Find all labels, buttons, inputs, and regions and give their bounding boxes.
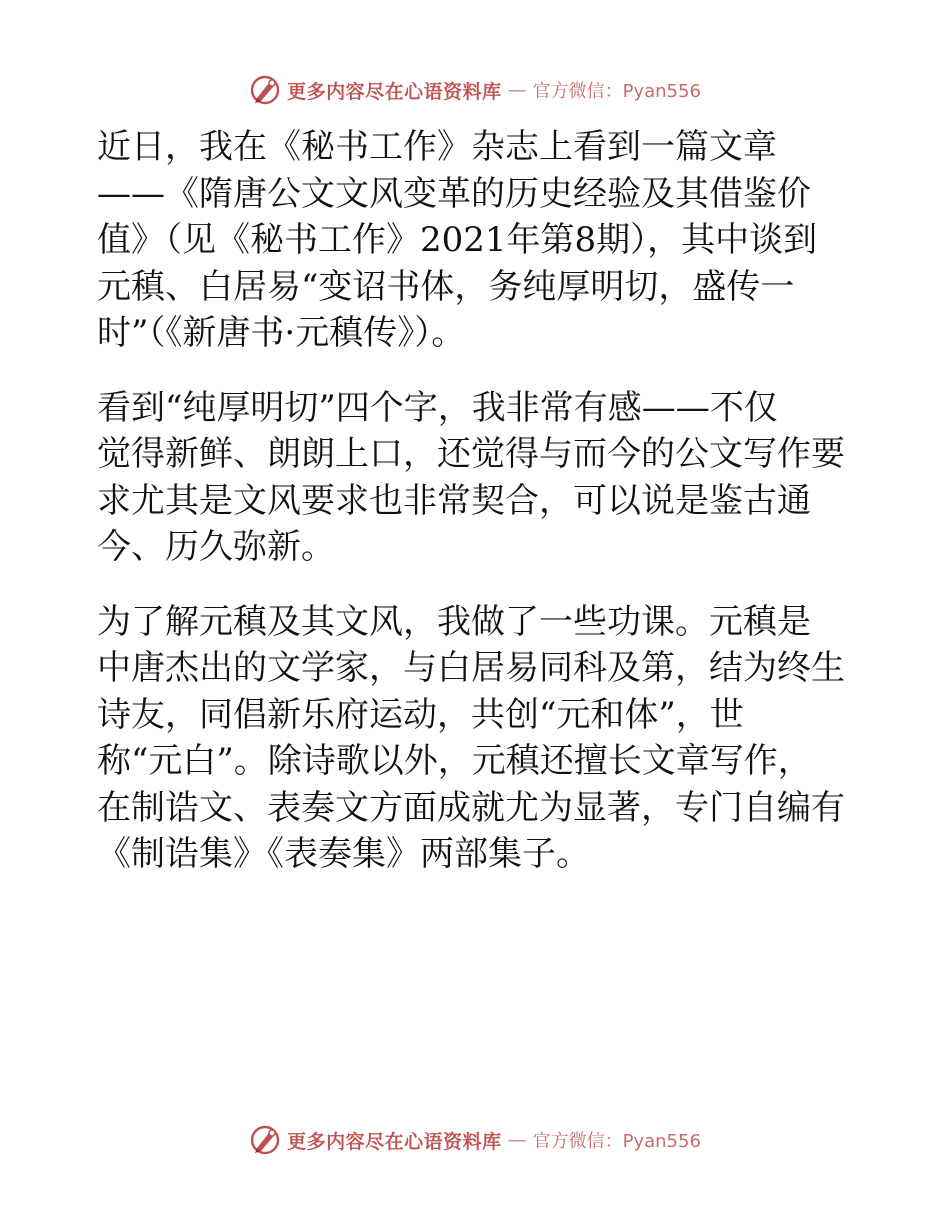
document-body (97, 124, 857, 906)
watermark-contact: 官方微信：Pyan556 (532, 81, 701, 102)
watermark-separator: — (507, 1129, 527, 1151)
text-line: 求尤其是文风要求也非常契合，可以说是鉴古通 (97, 480, 811, 521)
text-line: 在制诰文、表奏文方面成就尤为显著，专门自编有 (97, 787, 845, 828)
text-line: 称“元白”。除诗歌以外，元稹还擅长文章写作， (97, 741, 812, 781)
paragraph-1 (97, 124, 857, 357)
watermark-separator: — (507, 79, 527, 101)
pen-logo-icon (249, 74, 281, 106)
text-line: 中唐杰出的文学家，与白居易同科及第，结为终生 (97, 648, 845, 688)
text-line: 为了解元稹及其文风，我做了一些功课。元稹是 (97, 601, 811, 642)
watermark-brand: 更多内容尽在心语资料库 (287, 1130, 502, 1153)
text-line: 值》（见《秘书工作》2021年第8期），其中谈到 (97, 220, 818, 260)
text-line: 近日，我在《秘书工作》杂志上看到一篇文章 (97, 127, 777, 167)
watermark-header (0, 70, 950, 110)
text-line: 诗友，同倡新乐府运动，共创“元和体”，世 (97, 694, 744, 735)
paragraph-3 (97, 599, 857, 878)
text-line: 看到“纯厚明切”四个字，我非常有感——不仅 (97, 387, 778, 428)
pen-logo-icon (249, 1124, 281, 1156)
watermark-brand: 更多内容尽在心语资料库 (287, 80, 502, 103)
text-line: 《制诰集》《表奏集》两部集子。 (97, 834, 590, 874)
paragraph-2 (97, 385, 857, 571)
text-line: ——《隋唐公文文风变革的历史经验及其借鉴价 (97, 173, 811, 214)
watermark-contact: 官方微信：Pyan556 (532, 1131, 701, 1152)
text-line: 今、历久弥新。 (97, 527, 335, 567)
watermark-footer (0, 1120, 950, 1160)
text-line: 觉得新鲜、朗朗上口，还觉得与而今的公文写作要 (97, 434, 845, 474)
text-line: 时”（《新唐书·元稹传》）。 (97, 313, 466, 353)
text-line: 元稹、白居易“变诏书体，务纯厚明切，盛传一 (97, 266, 795, 307)
